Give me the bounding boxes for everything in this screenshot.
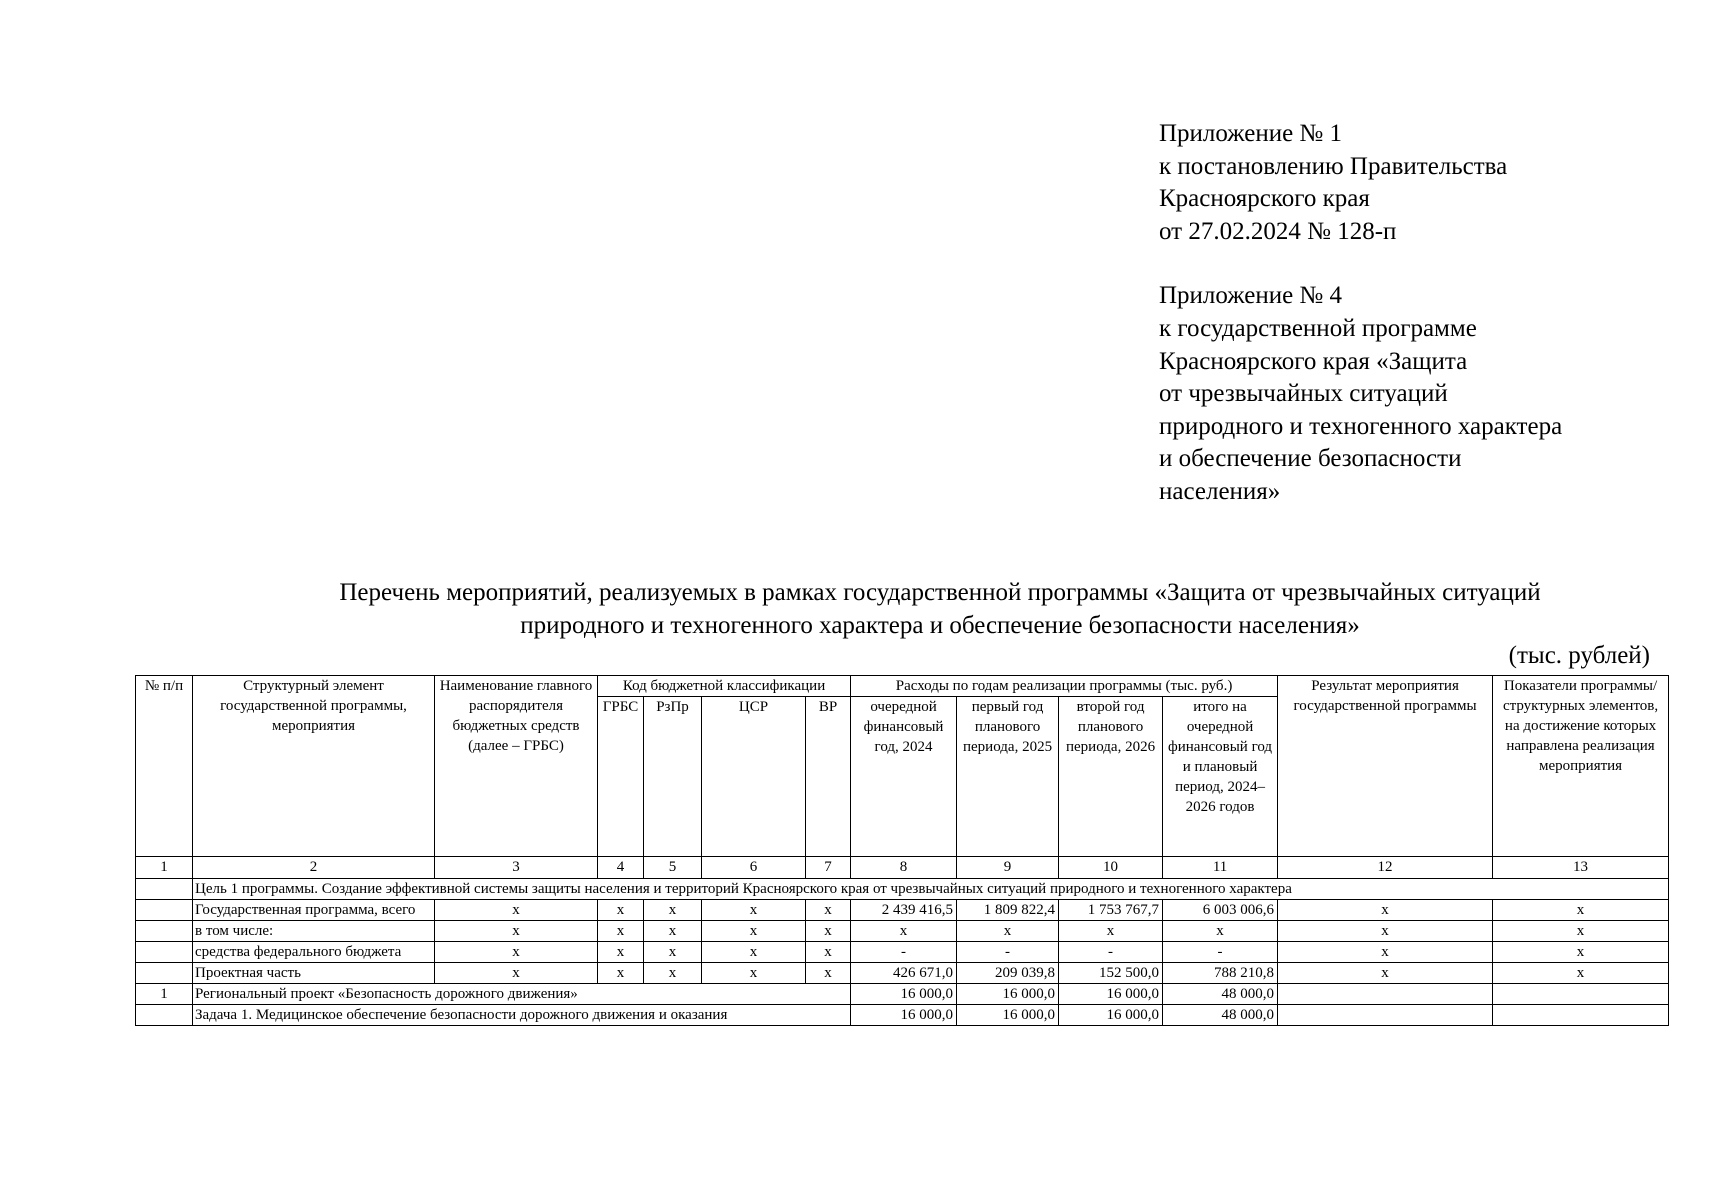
- header-y2026: второй год планового периода, 2026: [1059, 697, 1163, 857]
- row-y2025: -: [957, 942, 1059, 963]
- project-num: 1: [136, 984, 193, 1005]
- header-expenses: Расходы по годам реализации программы (тыс. руб.): [851, 676, 1278, 697]
- row-csr: x: [702, 942, 806, 963]
- row-indicators: x: [1493, 963, 1669, 984]
- row-name: Государственная программа, всего: [193, 900, 435, 921]
- appendix4-line: и обеспечение безопасности: [1159, 445, 1462, 473]
- appendix4-line: Приложение № 4: [1159, 282, 1343, 310]
- table-row: [136, 963, 1669, 984]
- row-csr: x: [702, 900, 806, 921]
- row-y2024: 426 671,0: [851, 963, 957, 984]
- appendix1-line: от 27.02.2024 № 128-п: [1159, 217, 1397, 245]
- row-vr: x: [806, 942, 851, 963]
- row-grbs: x: [598, 963, 644, 984]
- table-row: [136, 942, 1669, 963]
- row-grbs: x: [598, 900, 644, 921]
- header-row-1: [136, 676, 1669, 697]
- header-vr: ВР: [806, 697, 851, 857]
- appendix4-line: Красноярского края «Защита: [1159, 347, 1468, 375]
- row-y2025: 1 809 822,4: [957, 900, 1059, 921]
- row-y2026: -: [1059, 942, 1163, 963]
- row-result: x: [1278, 942, 1493, 963]
- task-total: 48 000,0: [1163, 1005, 1278, 1026]
- column-number: 5: [644, 857, 702, 879]
- task-y2025: 16 000,0: [957, 1005, 1059, 1026]
- row-y2025: 209 039,8: [957, 963, 1059, 984]
- row-name: средства федерального бюджета: [193, 942, 435, 963]
- row-vr: x: [806, 963, 851, 984]
- measures-table: [135, 675, 1669, 1026]
- header-rzpr: РзПр: [644, 697, 702, 857]
- goal-row: [136, 879, 1669, 900]
- project-y2024: 16 000,0: [851, 984, 957, 1005]
- row-name: в том числе:: [193, 921, 435, 942]
- column-numbers-row: [136, 857, 1669, 879]
- row-rzpr: x: [644, 900, 702, 921]
- project-total: 48 000,0: [1163, 984, 1278, 1005]
- column-number: 6: [702, 857, 806, 879]
- header-result: Результат мероприятия государственной программы: [1278, 676, 1493, 857]
- row-vr: x: [806, 921, 851, 942]
- row-csr: x: [702, 921, 806, 942]
- row-grbs-name: x: [435, 921, 598, 942]
- title-line-1: Перечень мероприятий, реализуемых в рамках государственной программы «Защита от чрезвычайных ситуаций: [339, 579, 1541, 606]
- document-title: [160, 576, 1720, 642]
- column-number: 1: [136, 857, 193, 879]
- appendix4-line: природного и техногенного характера: [1159, 412, 1563, 440]
- row-csr: x: [702, 963, 806, 984]
- units-label: (тыс. рублей): [1508, 642, 1650, 669]
- column-number: 3: [435, 857, 598, 879]
- column-number: 2: [193, 857, 435, 879]
- appendix1-line: к постановлению Правительства: [1159, 152, 1508, 180]
- appendix-header: [1159, 118, 1679, 509]
- row-y2024: 2 439 416,5: [851, 900, 957, 921]
- header-element: Структурный элемент государственной программы, мероприятия: [193, 676, 435, 857]
- column-number: 12: [1278, 857, 1493, 879]
- header-csr: ЦСР: [702, 697, 806, 857]
- row-name: Проектная часть: [193, 963, 435, 984]
- row-y2026: 152 500,0: [1059, 963, 1163, 984]
- table-row: [136, 921, 1669, 942]
- row-vr: x: [806, 900, 851, 921]
- row-grbs: x: [598, 942, 644, 963]
- row-indicators: x: [1493, 921, 1669, 942]
- task-y2026: 16 000,0: [1059, 1005, 1163, 1026]
- row-indicators: x: [1493, 900, 1669, 921]
- row-total: 788 210,8: [1163, 963, 1278, 984]
- project-name: Региональный проект «Безопасность дорожного движения»: [193, 984, 851, 1005]
- row-grbs-name: x: [435, 942, 598, 963]
- task-name: Задача 1. Медицинское обеспечение безопасности дорожного движения и оказания: [193, 1005, 851, 1026]
- row-num: [136, 900, 193, 921]
- row-grbs-name: x: [435, 963, 598, 984]
- row-num: [136, 963, 193, 984]
- column-number: 7: [806, 857, 851, 879]
- row-total: x: [1163, 921, 1278, 942]
- row-y2026: 1 753 767,7: [1059, 900, 1163, 921]
- project-y2025: 16 000,0: [957, 984, 1059, 1005]
- header-total: итого на очередной финансовый год и плановый период, 2024–2026 годов: [1163, 697, 1278, 857]
- appendix4-line: к государственной программе: [1159, 314, 1477, 342]
- header-num: № п/п: [136, 676, 193, 857]
- row-grbs-name: x: [435, 900, 598, 921]
- header-indicators: Показатели программы/ структурных элементов, на достижение которых направлена реализация мероприятия: [1493, 676, 1669, 857]
- row-result: x: [1278, 963, 1493, 984]
- task-y2024: 16 000,0: [851, 1005, 957, 1026]
- row-grbs: x: [598, 921, 644, 942]
- row-total: -: [1163, 942, 1278, 963]
- header-y2025: первый год планового периода, 2025: [957, 697, 1059, 857]
- row-rzpr: x: [644, 942, 702, 963]
- row-y2024: x: [851, 921, 957, 942]
- row-result: x: [1278, 921, 1493, 942]
- row-num: [136, 921, 193, 942]
- column-number: 10: [1059, 857, 1163, 879]
- row-indicators: x: [1493, 942, 1669, 963]
- task-row: [136, 1005, 1669, 1026]
- column-number: 11: [1163, 857, 1278, 879]
- row-total: 6 003 006,6: [1163, 900, 1278, 921]
- column-number: 4: [598, 857, 644, 879]
- row-y2024: -: [851, 942, 957, 963]
- appendix4-line: населения»: [1159, 477, 1281, 505]
- appendix4-line: от чрезвычайных ситуаций: [1159, 380, 1448, 408]
- row-rzpr: x: [644, 963, 702, 984]
- row-rzpr: x: [644, 921, 702, 942]
- row-result: x: [1278, 900, 1493, 921]
- header-grbs-name: Наименование главного распорядителя бюджетных средств (далее – ГРБС): [435, 676, 598, 857]
- appendix1-line: Приложение № 1: [1159, 120, 1343, 147]
- project-row: [136, 984, 1669, 1005]
- column-number: 9: [957, 857, 1059, 879]
- header-grbs: ГРБС: [598, 697, 644, 857]
- goal-text: Цель 1 программы. Создание эффективной системы защиты населения и территорий Красноярского края от чрезвычайных ситуаций природного и техногенного характера: [193, 879, 1669, 900]
- row-num: [136, 942, 193, 963]
- appendix1-line: Красноярского края: [1159, 185, 1370, 213]
- header-budget-code: Код бюджетной классификации: [598, 676, 851, 697]
- project-y2026: 16 000,0: [1059, 984, 1163, 1005]
- column-number: 8: [851, 857, 957, 879]
- title-line-2: природного и техногенного характера и обеспечение безопасности населения»: [520, 612, 1360, 639]
- row-y2026: x: [1059, 921, 1163, 942]
- header-y2024: очередной финансовый год, 2024: [851, 697, 957, 857]
- column-number: 13: [1493, 857, 1669, 879]
- table-row: [136, 900, 1669, 921]
- row-y2025: x: [957, 921, 1059, 942]
